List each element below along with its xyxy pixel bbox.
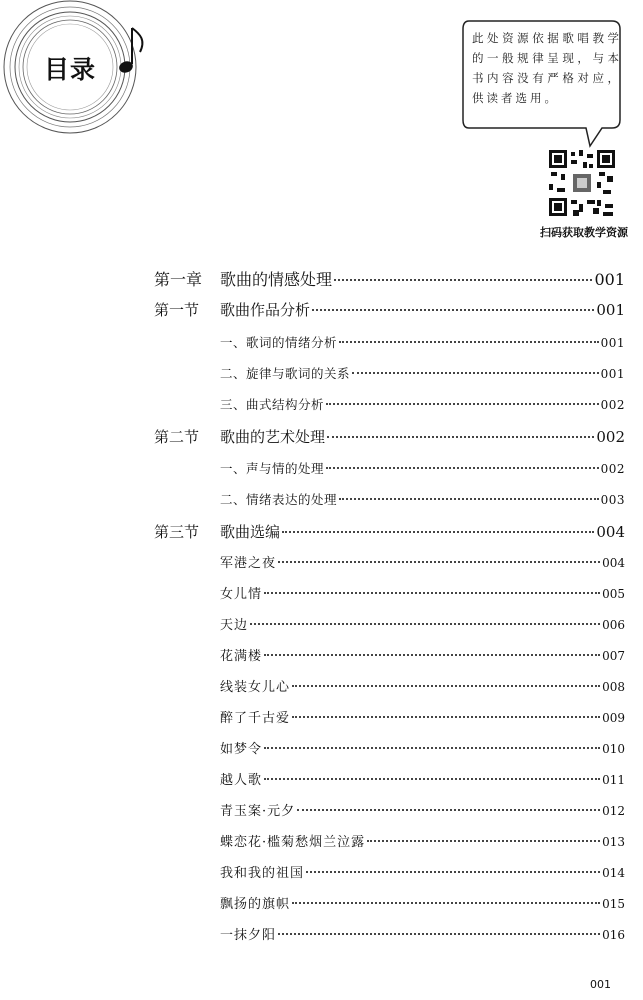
toc-subsection-item[interactable] [220,459,625,477]
page-number: 003 [600,493,625,507]
song-title: 我和我的祖国 [220,866,305,881]
toc-subsection-item[interactable] [220,333,625,351]
folio-page-number: 001 [590,978,611,991]
subsection-title: 一、歌词的情绪分析 [220,335,338,350]
dot-leader [327,436,594,438]
song-title: 青玉案·元夕 [220,804,296,819]
page-number: 010 [602,742,625,756]
page-number: 009 [602,711,625,725]
song-title: 飘扬的旗帜 [220,897,291,912]
dot-leader [339,341,599,343]
page-number: 013 [602,835,625,849]
dot-leader [278,933,600,935]
toc-song-item[interactable] [220,707,625,726]
page-number: 002 [596,428,625,446]
toc-section-1[interactable] [154,299,625,320]
song-title: 蝶恋花·槛菊愁烟兰泣露 [220,835,366,850]
dot-leader [292,685,600,687]
page-number: 015 [602,897,625,911]
toc-song-item[interactable] [220,552,625,571]
toc-song-item[interactable] [220,614,625,633]
page-number: 004 [602,556,625,570]
page-number: 002 [600,462,625,476]
dot-leader [264,592,600,594]
page-number: 002 [600,398,625,412]
toc-song-item[interactable] [220,769,625,788]
section-title: 歌曲作品分析 [220,301,311,319]
dot-leader [312,309,594,311]
song-title: 醉了千古爱 [220,711,291,726]
dot-leader [339,498,599,500]
toc-song-item[interactable] [220,583,625,602]
section-title: 歌曲选编 [220,523,281,541]
toc-section-3[interactable] [154,521,625,542]
dot-leader [264,778,600,780]
subsection-title: 二、旋律与歌词的关系 [220,366,351,381]
page-number: 006 [602,618,625,632]
dot-leader [367,840,600,842]
section-title: 歌曲的艺术处理 [220,428,326,446]
toc-chapter-1[interactable] [154,267,625,290]
page-title: 目录 [43,55,96,84]
toc-song-item[interactable] [220,676,625,695]
section-tag: 第二节 [154,428,200,446]
song-title: 越人歌 [220,773,263,788]
chapter-title: 歌曲的情感处理 [220,270,333,289]
toc-song-item[interactable] [220,738,625,757]
page-number: 007 [602,649,625,663]
page-number: 001 [596,301,625,319]
song-title: 线装女儿心 [220,680,291,695]
page-number: 001 [600,336,625,350]
dot-leader [297,809,600,811]
page-number: 016 [602,928,625,942]
toc-subsection-item[interactable] [220,490,625,508]
section-tag: 第三节 [154,523,200,541]
song-title: 花满楼 [220,649,263,664]
dot-leader [326,467,599,469]
dot-leader [352,372,599,374]
toc-song-item[interactable] [220,645,625,664]
toc-song-item[interactable] [220,924,625,943]
song-title: 一抹夕阳 [220,928,277,943]
dot-leader [264,654,600,656]
dot-leader [334,279,592,281]
subsection-title: 二、情绪表达的处理 [220,492,338,507]
resource-note-text: 此处资源依据歌唱教学的一般规律呈现，与本书内容没有严格对应，供读者选用。 [472,31,622,105]
song-title: 天边 [220,618,249,633]
page-number: 012 [602,804,625,818]
song-title: 如梦令 [220,742,263,757]
toc-subsection-item[interactable] [220,395,625,413]
page-number: 014 [602,866,625,880]
section-tag: 第一节 [154,301,200,319]
toc-song-item[interactable] [220,831,625,850]
toc-subsection-item[interactable] [220,364,625,382]
toc-song-item[interactable] [220,862,625,881]
page-number: 008 [602,680,625,694]
chapter-tag: 第一章 [154,270,203,289]
subsection-title: 三、曲式结构分析 [220,397,325,412]
page-number: 004 [596,523,625,541]
page-number: 011 [602,773,625,787]
page-number: 001 [600,367,625,381]
toc-section-2[interactable] [154,426,625,447]
dot-leader [306,871,600,873]
dot-leader [278,561,600,563]
dot-leader [292,902,600,904]
dot-leader [264,747,600,749]
song-title: 军港之夜 [220,556,277,571]
dot-leader [292,716,600,718]
page-number: 001 [594,270,625,289]
subsection-title: 一、声与情的处理 [220,461,325,476]
page-number: 005 [602,587,625,601]
dot-leader [326,403,599,405]
song-title: 女儿情 [220,587,263,602]
qr-caption: 扫码获取教学资源 [540,226,628,239]
dot-leader [282,531,594,533]
toc-song-item[interactable] [220,893,625,912]
toc-song-item[interactable] [220,800,625,819]
dot-leader [250,623,600,625]
